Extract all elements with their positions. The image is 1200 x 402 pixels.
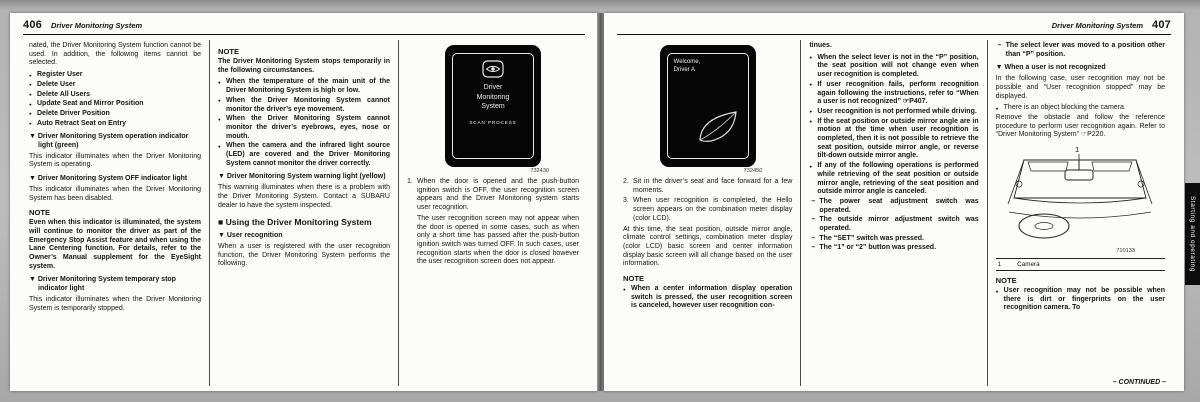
caption-number: 1 [997,261,1002,269]
dash-item: – The “1” or “2” button was pressed. [809,244,978,253]
screen-text: Driver [483,84,503,91]
section-heading: ■ Using the Driver Monitoring System [218,217,372,228]
section-tab-label: Starting and operating [1189,195,1196,273]
paragraph: When a user is registered with the user recognition function, the Driver Monitoring System performs the following. [218,242,390,268]
header-title: Driver Monitoring System [1051,21,1144,30]
step-item [623,178,792,195]
paragraph: The user recognition screen may not appear when the door is opened in some cases, such as when only a short time has passed after the push-button ignition switch was turned OFF. In such cases, user recognition starts when the door is closed however the user recognition screen does not appear. [417,214,579,266]
note-bullet: ● When the select lever is not in the “P” position, the seat position will not change even when user recognition is completed. [809,54,978,80]
page-number: 406 [23,19,42,31]
figure-number: 732430 [530,168,549,174]
step-item [623,197,792,223]
paragraph: In the following case, user recognition may not be possible and “User recognition stopped” may be displayed. [995,75,1165,100]
display-bezel [660,45,756,167]
sub-heading: ▼ User recognition [218,232,283,240]
car-interior-figure [1004,144,1156,247]
sub-heading: ▼ Driver Monitoring System OFF indicator light [29,175,188,183]
paragraph: This warning illuminates when there is a problem with the Driver Monitoring System. Contact a SUBARU dealer to have the system inspected. [218,184,390,209]
screen-figure-welcome [660,45,756,167]
bullet-item: ● Register User [29,71,201,80]
step-number: 3. [623,197,629,205]
column-2 [209,40,398,386]
note-bullet: ● When the camera and the infrared light source (LED) are covered and the Driver Monitoring System cannot monitor the driver correctly. [218,142,390,168]
dash-item: – The select lever was moved to a position other than “P” position. [996,42,1165,59]
figure-number: 710133 [1116,248,1135,255]
note-text: The Driver Monitoring System stops temporarily in the following circumstances. [218,58,390,74]
columns [21,40,587,386]
bullet-item: ● There is an object blocking the camera. [996,104,1165,113]
note-bullet: ● When the Driver Monitoring System cannot monitor the driver’s eye movement. [218,97,390,114]
note-heading: NOTE [218,47,240,56]
paragraph: This indicator illuminates when the Driver Monitoring System is temporarily stopped. [29,295,201,312]
column-3 [987,40,1173,386]
dash-item: – The “SET” switch was pressed. [809,235,978,244]
bullet-item: ● Delete Driver Position [29,110,201,119]
columns [615,40,1173,386]
note-bullet: ● User recognition is not performed while driving. [809,108,978,117]
note-bullet: ● User recognition may not be possible when there is dirt or fingerprints on the user recognition camera. To [996,287,1165,313]
note-text: Even when this indicator is illuminated, the system will continue to monitor the driver as part of the Emergency Stop Assist feature and when using the Lane Centering function. For details, refer to the Owner’s Manual supplement for the EyeSight system. [29,219,201,270]
step-number: 2. [623,178,629,185]
camera-callout-label: 1 [1075,145,1080,155]
leaf-icon [696,108,740,151]
screen-text: Monitoring [476,93,510,101]
page-header [23,19,585,35]
scan-process-text: SCAN PROCESS [469,119,517,125]
page-406 [10,13,598,391]
note-bullet: ● If user recognition fails, perform recognition again following the instructions, refer to “When a user is not recognized” ☞P407. [809,81,978,107]
note-bullet: ● When the Driver Monitoring System cannot monitor the driver’s eyebrows, eyes, nose or mouth. [218,115,390,141]
column-1 [21,40,209,386]
note-bullet: ● When a center information display operation switch is pressed, the user recognition screen is canceled, however user recognition con- [623,285,792,311]
paragraph: Remove the obstacle and follow the reference procedure to perform user recognition again. Refer to “Driver Monitoring System” ☞P220. [995,113,1165,139]
caption-label: Camera [1017,261,1040,269]
scan-screen [452,53,534,159]
eye-scan-icon [482,60,504,83]
step-text: Sit in the driver’s seat and face forward for a few moments. [633,178,793,194]
page-header [617,19,1171,35]
step-text: When user recognition is completed, the Hello screen appears on the combination meter display (color LCD). [633,197,793,222]
note-heading: NOTE [29,208,51,218]
column-2 [800,40,986,386]
note-bullet: ● If any of the following operations is performed while retrieving of the seat position or outside mirror angle, retrieving of the seat position and outside mirror angle is canceled. [809,162,978,197]
screen-text: System [481,103,505,110]
note-heading: NOTE [623,274,645,284]
bullet-item: ● Update Seat and Mirror Position [29,100,201,109]
paragraph: This indicator illuminates when the Driver Monitoring System has been disabled. [29,185,201,202]
sub-heading: ▼ Driver Monitoring System warning light (yellow) [218,173,386,181]
paragraph: At this time, the seat position, outside mirror angle, climate control settings, combination meter display (color LCD) basic screen and center information display basic screen will all change based on the user information. [623,225,793,268]
column-1 [615,40,800,386]
step-text: When the door is opened and the push-button ignition switch is OFF, the user recognition screen appears and the Driver Monitoring system starts user recognition. [417,178,579,212]
section-tab-starting-and-operating [1185,183,1200,285]
sub-heading: ▼ Driver Monitoring System temporary stop indicator light [29,276,176,293]
bullet-item: ● Delete All Users [29,91,201,100]
continuation-text: tinues. [809,42,832,49]
screen-figure-scan [445,45,541,167]
page-number: 407 [1152,19,1171,31]
dash-item: – The outside mirror adjustment switch was operated. [809,216,978,233]
figure-number: 732450 [743,168,763,174]
welcome-name: Driver A [673,66,695,73]
dash-item: – The power seat adjustment switch was operated. [809,198,978,215]
note-bullet: ● If the seat position or outside mirror angle are in motion at the time when user recognition is completed, then it is not possible to retrieve the seat position, outside mirror angle, or reverse tilt-down outside mirror angle. [809,118,978,162]
column-3 [398,40,587,386]
step-item [407,178,579,213]
step-number: 1. [407,178,413,185]
welcome-screen [667,53,749,159]
note-heading: NOTE [995,276,1017,286]
note-bullet: ● When the temperature of the main unit of the Driver Monitoring System is high or low. [218,78,390,95]
page-407 [604,13,1184,391]
figure-caption [996,258,1165,271]
continued-label: – CONTINUED – [1112,379,1166,386]
display-bezel [445,45,541,167]
paragraph: nated, the Driver Monitoring System function cannot be used. In addition, the following items cannot be selected. [29,42,201,67]
bullet-item: ● Auto Retract Seat on Entry [29,120,201,129]
header-title: Driver Monitoring System [50,21,143,30]
bullet-item: ● Delete User [29,81,201,90]
welcome-text: Welcome, [673,59,701,65]
sub-heading: ▼ Driver Monitoring System operation indicator light (green) [29,133,189,150]
paragraph: This indicator illuminates when the Driver Monitoring System is operating. [29,152,201,169]
sub-heading: ▼ When a user is not recognized [995,64,1106,72]
